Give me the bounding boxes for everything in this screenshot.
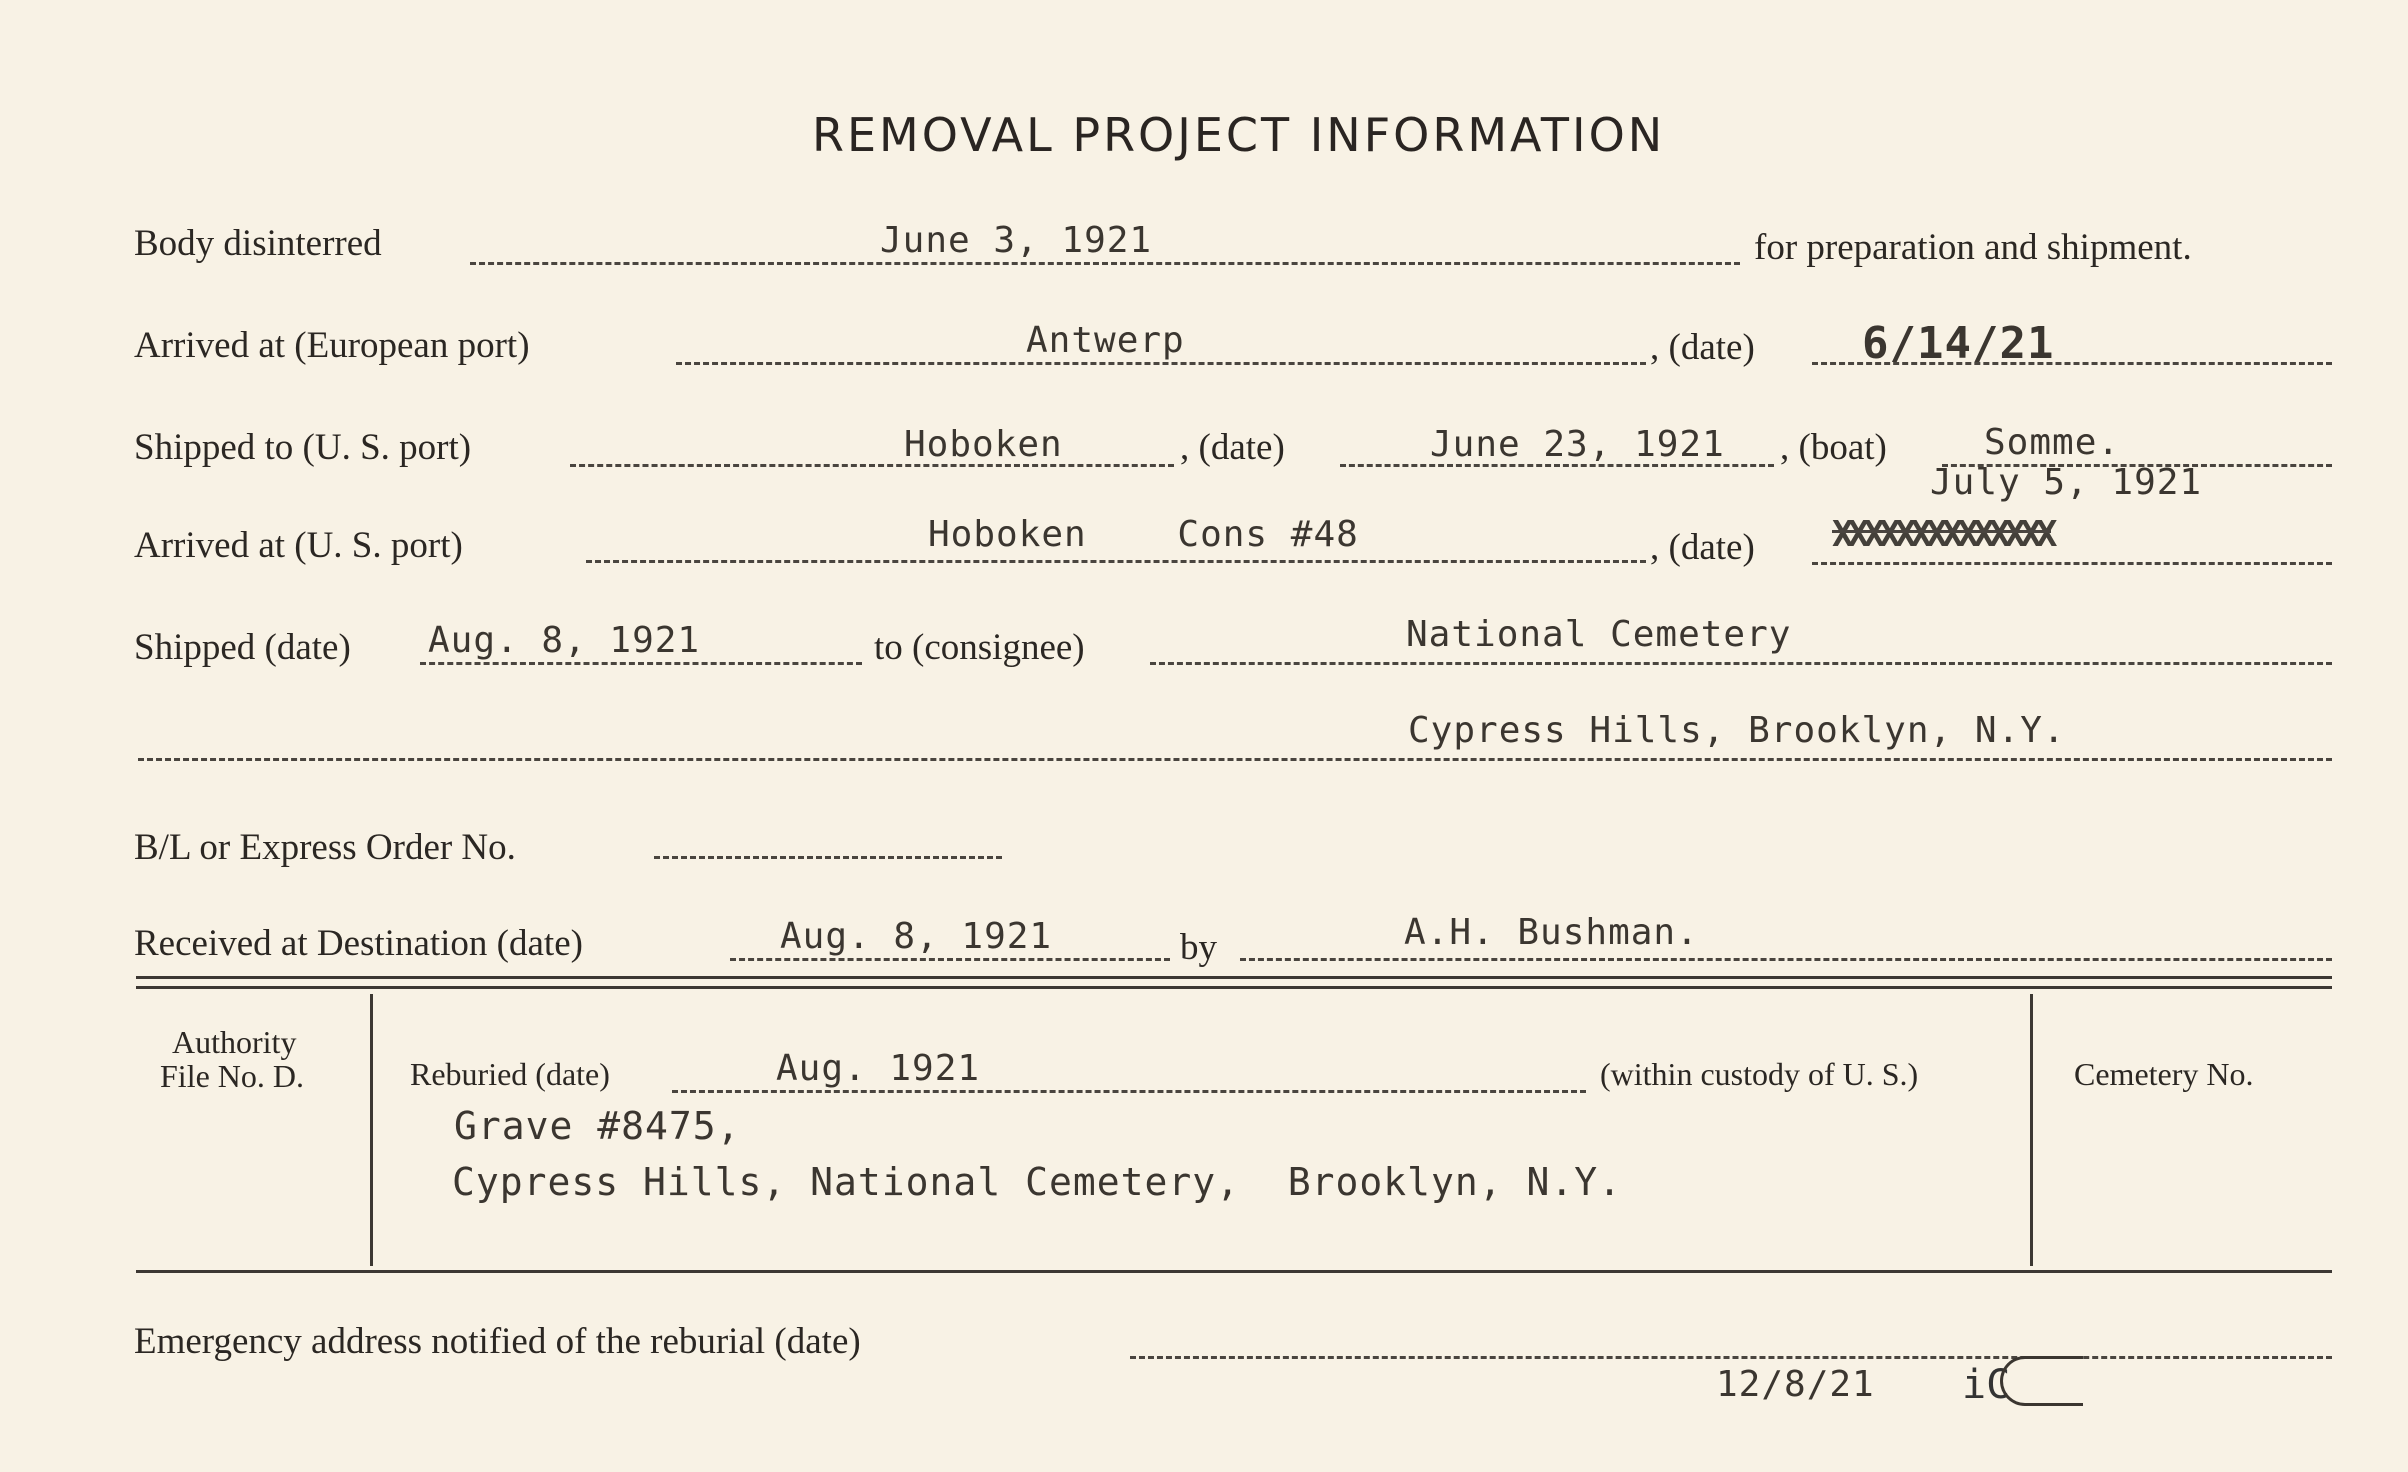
received-label: Received at Destination (date) <box>134 923 583 964</box>
cemetery-no-label: Cemetery No. <box>2074 1056 2254 1092</box>
bl-label: B/L or Express Order No. <box>134 827 516 868</box>
arrived-eu-label: Arrived at (European port) <box>134 325 530 366</box>
emergency-date-value: 12/8/21 <box>1716 1364 1875 1405</box>
emergency-label: Emergency address notified of the reburial (date) <box>134 1321 861 1362</box>
disinterred-value: June 3, 1921 <box>880 220 1153 261</box>
emergency-line <box>1130 1356 2332 1359</box>
arrived-eu-line <box>676 362 1646 365</box>
received-by-label: by <box>1180 927 1217 968</box>
box-bottom-rule <box>136 1270 2332 1273</box>
box-right-divider <box>2030 994 2033 1266</box>
arrived-eu-date-label: , (date) <box>1650 327 1755 368</box>
consignee-line2: Cypress Hills, Brooklyn, N.Y. <box>1408 710 2066 751</box>
received-date-value: Aug. 8, 1921 <box>780 916 1053 957</box>
arrived-us-date-label: , (date) <box>1650 527 1755 568</box>
consignee-second-line <box>138 758 2332 761</box>
consignee-line1: National Cemetery <box>1406 614 1792 655</box>
box-top-rule-2 <box>136 986 2332 989</box>
consignee-label: to (consignee) <box>874 627 1085 668</box>
shipped-us-date-label: , (date) <box>1180 427 1285 468</box>
box-top-rule-1 <box>136 976 2332 979</box>
bl-line <box>654 856 1002 859</box>
handwritten-mark <box>2000 1356 2083 1406</box>
shipped-us-line <box>570 464 1174 467</box>
shipped-us-label: Shipped to (U. S. port) <box>134 427 472 468</box>
received-by-value: A.H. Bushman. <box>1404 912 1699 953</box>
disinterred-suffix: for preparation and shipment. <box>1754 227 2192 268</box>
authority-label-2: File No. D. <box>160 1058 304 1094</box>
reburied-value: Aug. 1921 <box>776 1048 981 1089</box>
shipped-date-line <box>420 662 862 665</box>
received-by-line <box>1240 958 2332 961</box>
shipped-us-value: Hoboken <box>904 424 1063 465</box>
title-text: REMOVAL PROJECT INFORMATION <box>812 108 1666 162</box>
consignee-line <box>1150 662 2332 665</box>
custody-label: (within custody of U. S.) <box>1600 1056 1919 1092</box>
disinterred-line <box>470 262 1740 265</box>
received-date-line <box>730 958 1170 961</box>
reburied-label: Reburied (date) <box>410 1056 610 1092</box>
shipped-date-value: Aug. 8, 1921 <box>428 620 701 661</box>
arrived-eu-value: Antwerp <box>1026 320 1185 361</box>
reburied-line <box>672 1090 1586 1093</box>
arrived-us-date-value: July 5, 1921 <box>1930 462 2203 503</box>
shipped-us-date-value: June 23, 1921 <box>1430 424 1725 465</box>
shipped-us-boat-label: , (boat) <box>1780 427 1887 468</box>
box-left-divider <box>370 994 373 1266</box>
arrived-us-value: Hoboken Cons #48 <box>928 514 1359 555</box>
location-line: Cypress Hills, National Cemetery, Brooklyn, N.Y. <box>452 1160 1623 1204</box>
shipped-date-label: Shipped (date) <box>134 627 351 668</box>
page-title <box>812 108 1665 162</box>
grave-line: Grave #8475, <box>454 1104 741 1148</box>
emergency-initials: iC <box>1962 1362 2011 1408</box>
shipped-us-boat-value: Somme. <box>1984 422 2121 463</box>
arrived-us-struck-value: XXXXXXXXXXXXXX <box>1832 514 2052 555</box>
arrived-eu-date-value: 6/14/21 <box>1862 318 2055 369</box>
arrived-us-line <box>586 560 1646 563</box>
disinterred-label: Body disinterred <box>134 223 382 264</box>
arrived-us-label: Arrived at (U. S. port) <box>134 525 463 566</box>
arrived-us-date-line <box>1812 562 2332 565</box>
authority-label-1: Authority <box>172 1024 297 1060</box>
